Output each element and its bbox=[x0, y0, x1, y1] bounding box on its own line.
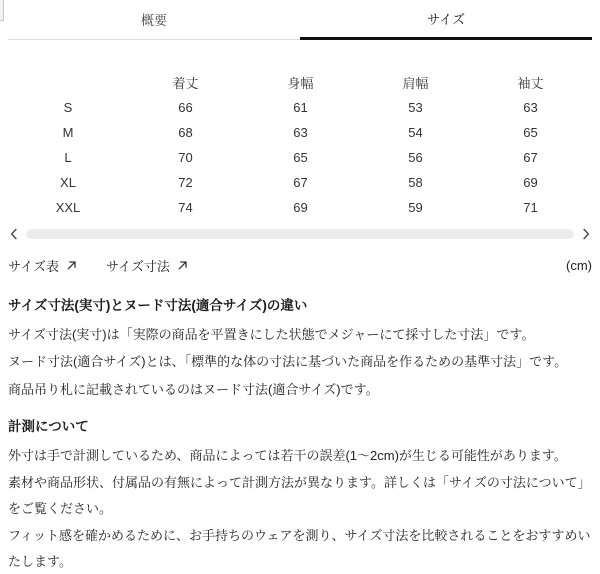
cell: 59 bbox=[408, 200, 423, 215]
tab-size[interactable] bbox=[300, 0, 592, 40]
cell: 72 bbox=[178, 175, 193, 190]
size-dimensions-link[interactable] bbox=[106, 256, 189, 275]
table-row bbox=[8, 195, 592, 220]
tab-overview[interactable] bbox=[8, 0, 300, 40]
size-label: XL bbox=[60, 175, 76, 190]
chevron-right-icon[interactable] bbox=[580, 228, 592, 240]
vertical-scrollbar-fragment bbox=[0, 0, 4, 21]
tab-size-label: サイズ bbox=[427, 12, 465, 27]
tab-bar bbox=[8, 0, 592, 40]
cell: 58 bbox=[408, 175, 423, 190]
table-row bbox=[8, 170, 592, 195]
cell: 70 bbox=[178, 150, 193, 165]
cell: 53 bbox=[408, 100, 423, 115]
section-heading: 計測について bbox=[8, 419, 89, 434]
cell: 54 bbox=[408, 125, 423, 140]
cell: 61 bbox=[293, 100, 308, 115]
size-chart-link[interactable] bbox=[8, 256, 78, 275]
horizontal-scrollbar bbox=[8, 228, 592, 240]
cell: 66 bbox=[178, 100, 193, 115]
section-paragraph: 素材や商品形状、付属品の有無によって計測方法が異なります。詳しくは「サイズの寸法について」をご覧ください。 bbox=[8, 475, 591, 516]
column-header: 肩幅 bbox=[402, 76, 429, 91]
column-header: 袖丈 bbox=[517, 76, 544, 91]
section-paragraph: フィット感を確かめるために、お手持ちのウェアを測り、サイズ寸法を比較されることをおすすめいたします。 bbox=[8, 528, 591, 569]
cell: 69 bbox=[293, 200, 308, 215]
unit-label: (cm) bbox=[566, 257, 592, 273]
cell: 71 bbox=[523, 200, 538, 215]
cell: 67 bbox=[523, 150, 538, 165]
cell: 63 bbox=[293, 125, 308, 140]
size-label: L bbox=[64, 150, 72, 165]
cell: 69 bbox=[523, 175, 538, 190]
section-heading: サイズ寸法(実寸)とヌード寸法(適合サイズ)の違い bbox=[8, 298, 308, 313]
column-header: 着丈 bbox=[172, 76, 199, 91]
column-header: 身幅 bbox=[287, 76, 314, 91]
chevron-left-icon[interactable] bbox=[8, 228, 20, 240]
cell: 65 bbox=[523, 125, 538, 140]
tab-overview-label: 概要 bbox=[140, 13, 167, 28]
table-row bbox=[8, 120, 592, 145]
section-paragraph: 外寸は手で計測しているため、商品によっては若干の誤差(1〜2cm)が生じる可能性があります。 bbox=[8, 447, 567, 463]
size-chart-link-label: サイズ表 bbox=[8, 258, 59, 274]
table-links-row bbox=[8, 255, 592, 275]
cell: 67 bbox=[293, 175, 308, 190]
scrollbar-track[interactable] bbox=[26, 229, 574, 239]
size-label: XXL bbox=[55, 200, 81, 215]
size-dimensions-link-label: サイズ寸法 bbox=[105, 258, 170, 274]
cell: 63 bbox=[523, 100, 538, 115]
table-row bbox=[8, 145, 592, 170]
cell: 56 bbox=[408, 150, 423, 165]
external-link-icon bbox=[65, 259, 78, 272]
section-paragraph: ヌード寸法(適合サイズ)とは、「標準的な体の寸法に基づいた商品を作るための基準寸法」です。 bbox=[8, 354, 568, 369]
cell: 65 bbox=[293, 150, 308, 165]
cell: 74 bbox=[178, 200, 193, 215]
section-measurement bbox=[8, 414, 592, 574]
section-paragraph: サイズ寸法(実寸)は「実際の商品を平置きにした状態でメジャーにて採寸した寸法」です。 bbox=[8, 326, 535, 342]
size-label: S bbox=[63, 100, 73, 115]
size-label: M bbox=[62, 125, 74, 140]
size-table bbox=[8, 70, 592, 220]
cell: 68 bbox=[178, 125, 193, 140]
table-row bbox=[8, 95, 592, 120]
external-link-icon bbox=[176, 259, 189, 272]
table-header-row bbox=[8, 70, 592, 95]
section-paragraph: 商品吊り札に記載されているのはヌード寸法(適合サイズ)です。 bbox=[8, 381, 379, 397]
section-size-definition bbox=[8, 293, 592, 402]
